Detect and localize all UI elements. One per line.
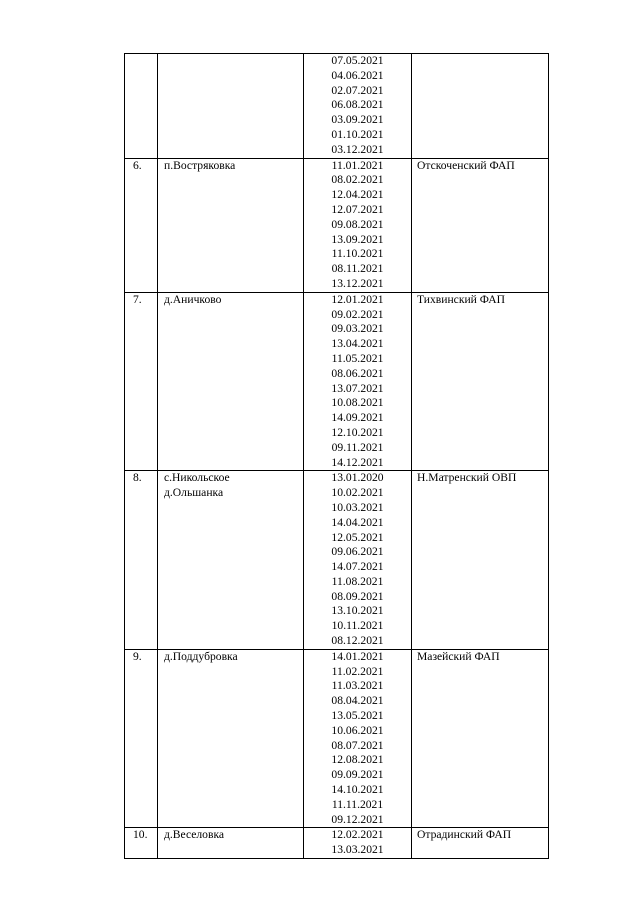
visit-date: 14.07.2021 bbox=[331, 560, 384, 574]
medical-post-name: Мазейский ФАП bbox=[417, 649, 500, 663]
visit-date: 13.01.2020 bbox=[331, 471, 384, 485]
visit-date: 08.07.2021 bbox=[331, 738, 384, 752]
medical-post-name: Отрадинский ФАП bbox=[417, 828, 512, 842]
visit-date: 13.09.2021 bbox=[331, 232, 384, 246]
visit-dates-cell bbox=[304, 292, 412, 471]
row-number-cell bbox=[125, 158, 158, 292]
visit-date: 13.04.2021 bbox=[331, 337, 384, 351]
visit-date: 10.02.2021 bbox=[331, 486, 384, 500]
settlement-cell bbox=[158, 471, 304, 650]
visit-date: 12.02.2021 bbox=[331, 828, 384, 842]
row-number-cell bbox=[125, 649, 158, 828]
visit-date: 07.05.2021 bbox=[331, 54, 384, 67]
visit-date: 10.03.2021 bbox=[331, 500, 384, 514]
visit-date: 09.12.2021 bbox=[331, 812, 384, 826]
row-number: 8. bbox=[133, 471, 142, 485]
visit-date: 11.08.2021 bbox=[331, 574, 384, 588]
table-row bbox=[125, 292, 549, 471]
visit-date: 12.07.2021 bbox=[331, 202, 384, 216]
visit-date: 10.11.2021 bbox=[331, 619, 384, 633]
visit-date: 08.06.2021 bbox=[331, 366, 384, 380]
medical-post-cell bbox=[412, 471, 549, 650]
schedule-table-body bbox=[125, 54, 549, 859]
medical-post-cell bbox=[412, 292, 549, 471]
settlement-name: п.Востряковка bbox=[164, 158, 236, 172]
visit-date: 11.05.2021 bbox=[331, 351, 384, 365]
visit-date: 09.03.2021 bbox=[331, 322, 384, 336]
visit-date: 13.12.2021 bbox=[331, 276, 384, 290]
settlement-cell bbox=[158, 292, 304, 471]
medical-post-name: Отскоченский ФАП bbox=[417, 158, 515, 172]
visit-date: 03.12.2021 bbox=[331, 142, 384, 156]
row-number: 10. bbox=[133, 828, 148, 842]
visit-dates-cell bbox=[304, 471, 412, 650]
visit-date: 11.03.2021 bbox=[331, 679, 384, 693]
visit-date: 11.11.2021 bbox=[331, 797, 384, 811]
visit-date: 08.04.2021 bbox=[331, 694, 384, 708]
row-number: 7. bbox=[133, 292, 142, 306]
medical-post-cell bbox=[412, 54, 549, 159]
row-number-cell bbox=[125, 54, 158, 159]
medical-post-cell bbox=[412, 649, 549, 828]
visit-date: 09.06.2021 bbox=[331, 545, 384, 559]
medical-post-cell bbox=[412, 158, 549, 292]
visit-date: 10.06.2021 bbox=[331, 723, 384, 737]
table-row bbox=[125, 471, 549, 650]
settlement-name: с.Никольское bbox=[164, 471, 230, 485]
row-number-cell bbox=[125, 471, 158, 650]
visit-date: 14.09.2021 bbox=[331, 411, 384, 425]
settlement-cell bbox=[158, 54, 304, 159]
row-number-cell bbox=[125, 828, 158, 859]
visit-date: 11.01.2021 bbox=[331, 158, 384, 172]
visit-date: 14.01.2021 bbox=[331, 649, 384, 663]
schedule-table bbox=[124, 53, 549, 859]
visit-dates-cell bbox=[304, 158, 412, 292]
medical-post-name: Тихвинский ФАП bbox=[417, 292, 505, 306]
visit-date: 06.08.2021 bbox=[331, 98, 384, 112]
visit-date: 14.12.2021 bbox=[331, 455, 384, 469]
settlement-name-secondary: д.Ольшанка bbox=[164, 486, 224, 500]
settlement-name: д.Аничково bbox=[164, 292, 222, 306]
table-row bbox=[125, 649, 549, 828]
row-number: 6. bbox=[133, 158, 142, 172]
visit-date: 11.02.2021 bbox=[331, 664, 384, 678]
visit-date: 12.01.2021 bbox=[331, 292, 384, 306]
visit-date: 12.10.2021 bbox=[331, 425, 384, 439]
row-number-cell bbox=[125, 292, 158, 471]
table-row bbox=[125, 54, 549, 159]
visit-date: 10.08.2021 bbox=[331, 396, 384, 410]
medical-post-name: Н.Матренский ОВП bbox=[417, 471, 517, 485]
medical-post-cell bbox=[412, 828, 549, 859]
visit-date: 12.04.2021 bbox=[331, 188, 384, 202]
visit-date: 08.12.2021 bbox=[331, 634, 384, 648]
visit-date: 08.02.2021 bbox=[331, 173, 384, 187]
visit-date: 09.09.2021 bbox=[331, 768, 384, 782]
row-number: 9. bbox=[133, 649, 142, 663]
visit-dates-cell bbox=[304, 649, 412, 828]
visit-date: 09.02.2021 bbox=[331, 307, 384, 321]
visit-date: 11.10.2021 bbox=[331, 247, 384, 261]
visit-date: 14.10.2021 bbox=[331, 783, 384, 797]
settlement-cell bbox=[158, 158, 304, 292]
visit-date: 13.03.2021 bbox=[331, 843, 384, 857]
visit-date: 02.07.2021 bbox=[331, 83, 384, 97]
visit-date: 09.11.2021 bbox=[331, 440, 384, 454]
visit-date: 12.08.2021 bbox=[331, 753, 384, 767]
visit-date: 04.06.2021 bbox=[331, 68, 384, 82]
visit-date: 08.09.2021 bbox=[331, 589, 384, 603]
visit-date: 13.10.2021 bbox=[331, 604, 384, 618]
visit-date: 03.09.2021 bbox=[331, 113, 384, 127]
settlement-name: д.Веселовка bbox=[164, 828, 225, 842]
visit-date: 09.08.2021 bbox=[331, 217, 384, 231]
settlement-name: д.Поддубровка bbox=[164, 649, 238, 663]
table-row bbox=[125, 158, 549, 292]
visit-date: 01.10.2021 bbox=[331, 127, 384, 141]
visit-dates-cell bbox=[304, 54, 412, 159]
settlement-cell bbox=[158, 828, 304, 859]
visit-date: 13.07.2021 bbox=[331, 381, 384, 395]
table-row bbox=[125, 828, 549, 859]
visit-date: 08.11.2021 bbox=[331, 262, 384, 276]
settlement-cell bbox=[158, 649, 304, 828]
visit-date: 14.04.2021 bbox=[331, 515, 384, 529]
visit-date: 13.05.2021 bbox=[331, 709, 384, 723]
visit-dates-cell bbox=[304, 828, 412, 859]
visit-date: 12.05.2021 bbox=[331, 530, 384, 544]
